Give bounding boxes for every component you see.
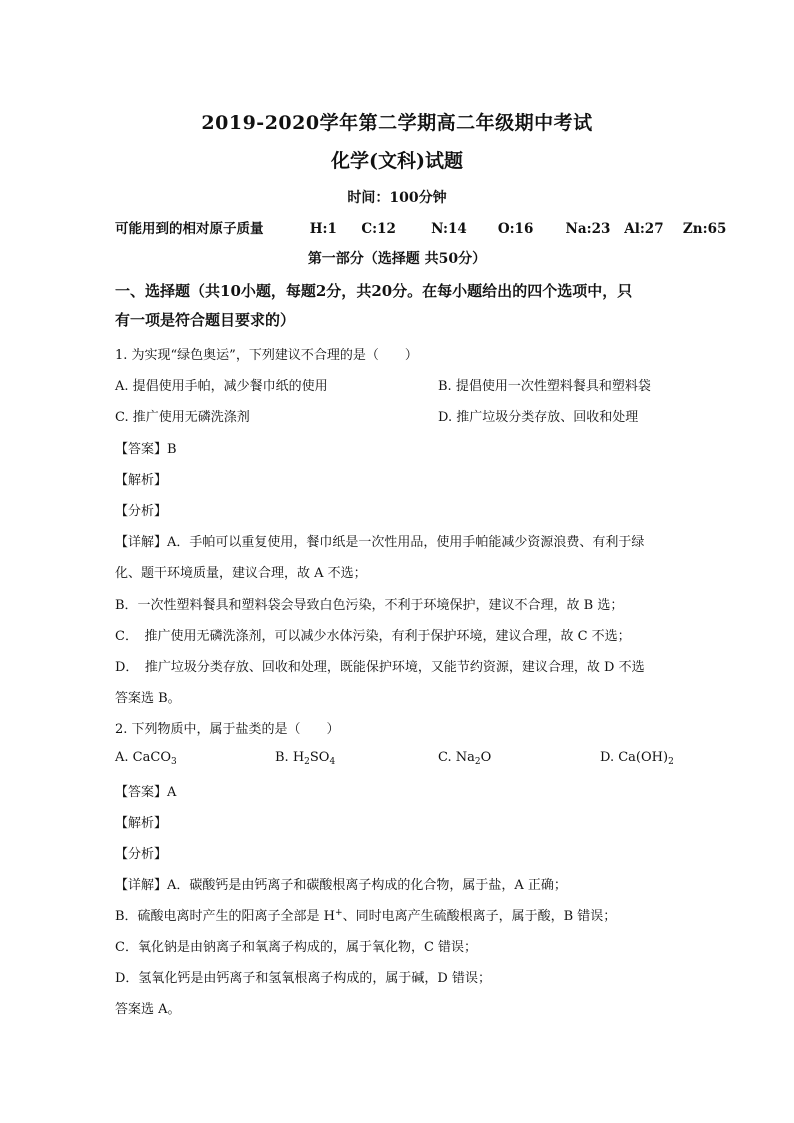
q1-detail-2: 化、题干环境质量，建议合理，故 A 不选； (115, 566, 367, 581)
exam-time: 时间：100分钟 (347, 190, 447, 206)
atomic-mass-o: O:16 (497, 221, 534, 237)
atomic-mass-na: Na:23 (565, 221, 611, 237)
exam-subtitle: 化学(文科)试题 (331, 150, 463, 172)
q1-option-b: B. 提倡使用一次性塑料餐具和塑料袋 (438, 379, 651, 394)
q2-option-a: A. CaCO$_3$ (115, 750, 177, 767)
q2-detail-2: B．硫酸电离时产生的阳离子全部是 H+、同时电离产生硫酸根离子，属于酸，B 错误； (115, 908, 617, 924)
q1-detail-1: 【详解】A．手帕可以重复使用，餐巾纸是一次性用品，使用手帕能减少资源浪费、有利于绿 (115, 535, 645, 550)
atomic-mass-zn: Zn:65 (682, 221, 727, 237)
q1-answer-tag: 【答案】 (115, 442, 168, 457)
q1-option-c: C. 推广使用无磷洗涤剂 (115, 410, 250, 425)
atomic-mass-n: N:14 (431, 221, 467, 237)
q2-answer-value: A (167, 785, 177, 800)
q2-fenxi: 【分析】 (115, 847, 168, 862)
q2-detail-1: 【详解】A．碳酸钙是由钙离子和碳酸根离子构成的化合物，属于盐，A 正确； (115, 878, 567, 893)
q1-jiexi: 【解析】 (115, 473, 168, 488)
q1-answer (115, 438, 177, 457)
atomic-mass-h: H:1 (309, 221, 337, 237)
q1-fenxi: 【分析】 (115, 504, 168, 519)
q2-stem: 2. 下列物质中，属于盐类的是（ ） (115, 722, 340, 737)
q2-option-d: D. $Ca(OH)_2$ (600, 750, 674, 767)
q2-answer (115, 781, 176, 800)
section-heading-line1: 一、选择题（共10小题，每题2分，共20分。在每小题给出的四个选项中，只 (115, 282, 633, 300)
q2-option-c: C. $Na_2O$ (438, 750, 492, 767)
q1-detail-3: B．一次性塑料餐具和塑料袋会导致白色污染，不利于环境保护，建议不合理，故 B 选； (115, 598, 624, 613)
part-one-heading: 第一部分（选择题 共50分） (307, 251, 487, 267)
atomic-mass-c: C:12 (361, 221, 396, 237)
q1-detail-5: D． 推广垃圾分类存放、回收和处理，既能保护环境，又能节约资源，建议合理，故 D 不选 (115, 660, 645, 675)
q2-detail-3: C．氧化钠是由钠离子和氧离子构成的，属于氧化物，C 错误； (115, 940, 478, 955)
section-heading-line2: 有一项是符合题目要求的） (115, 311, 296, 329)
atomic-mass-al: Al:27 (624, 221, 664, 237)
q1-conclusion: 答案选 B。 (115, 691, 181, 706)
q1-stem: 1. 为实现“绿色奥运”，下列建议不合理的是（ ） (115, 348, 418, 363)
q1-option-d: D. 推广垃圾分类存放、回收和处理 (438, 410, 639, 425)
q1-answer-value: B (167, 442, 177, 457)
atomic-masses-label: 可能用到的相对原子质量 (115, 221, 264, 237)
q2-detail-4: D．氢氧化钙是由钙离子和氢氧根离子构成的，属于碱，D 错误； (115, 971, 491, 986)
q2-conclusion: 答案选 A。 (115, 1002, 181, 1017)
q2-jiexi: 【解析】 (115, 816, 168, 831)
atomic-masses (115, 217, 726, 237)
q2-answer-tag: 【答案】 (115, 785, 168, 800)
q2-option-b: B. $H_2SO_4$ (275, 750, 336, 767)
exam-title: 2019-2020学年第二学期高二年级期中考试 (201, 112, 593, 134)
q1-option-a: A. 提倡使用手帕，减少餐巾纸的使用 (115, 379, 328, 394)
q1-detail-4: C． 推广使用无磷洗涤剂，可以减少水体污染，有利于保护环境，建议合理，故 C 不选； (115, 629, 631, 644)
